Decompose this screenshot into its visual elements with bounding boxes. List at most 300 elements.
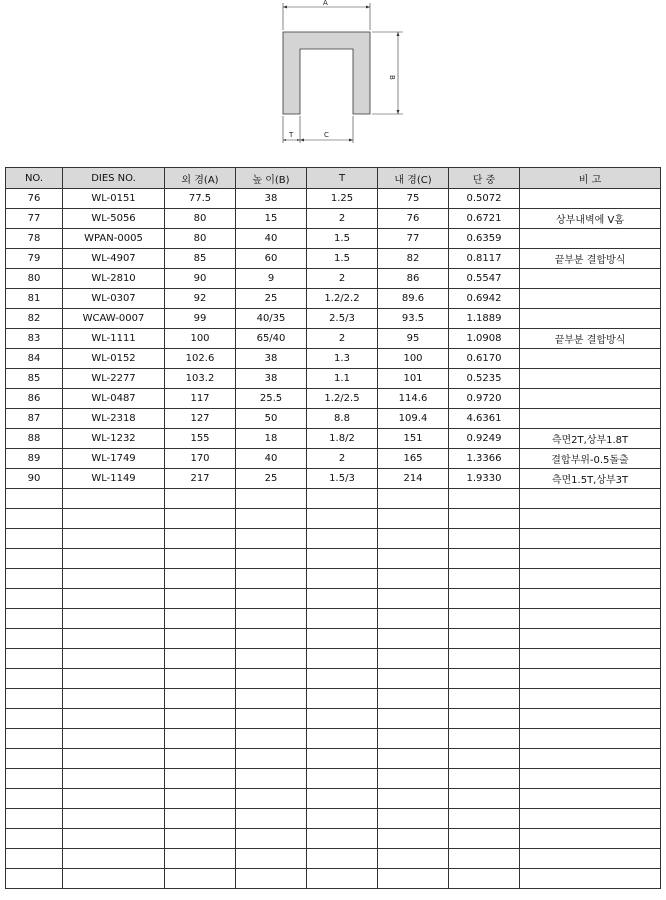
cell-dies-no: WL-4907 — [63, 249, 165, 269]
cell-thickness: 2 — [307, 329, 378, 349]
empty-cell — [63, 589, 165, 609]
empty-cell — [6, 849, 63, 869]
empty-cell — [165, 709, 236, 729]
empty-cell — [165, 649, 236, 669]
empty-cell — [165, 569, 236, 589]
empty-cell — [165, 509, 236, 529]
table-row — [6, 409, 661, 429]
empty-cell — [378, 629, 449, 649]
cell-unit-weight: 1.0908 — [449, 329, 520, 349]
cell-inner-diameter: 151 — [378, 429, 449, 449]
header-outer-diameter: 외 경(A) — [165, 168, 236, 189]
cell-outer-diameter: 77.5 — [165, 189, 236, 209]
cell-remarks — [520, 349, 661, 369]
empty-cell — [449, 729, 520, 749]
cell-unit-weight: 0.9249 — [449, 429, 520, 449]
empty-cell — [165, 529, 236, 549]
header-unit-weight: 단 중 — [449, 168, 520, 189]
cell-remarks — [520, 229, 661, 249]
empty-cell — [165, 609, 236, 629]
empty-cell — [378, 849, 449, 869]
cell-remarks — [520, 269, 661, 289]
cell-unit-weight: 0.8117 — [449, 249, 520, 269]
cell-remarks: 끝부분 결합방식 — [520, 329, 661, 349]
cell-inner-diameter: 86 — [378, 269, 449, 289]
empty-cell — [63, 609, 165, 629]
table-row — [6, 449, 661, 469]
cell-no: 86 — [6, 389, 63, 409]
cell-dies-no: WL-0307 — [63, 289, 165, 309]
cell-remarks: 끝부분 결합방식 — [520, 249, 661, 269]
empty-table-row — [6, 629, 661, 649]
cell-height: 40 — [236, 449, 307, 469]
empty-cell — [165, 749, 236, 769]
cell-remarks: 측면2T,상부1.8T — [520, 429, 661, 449]
empty-cell — [6, 569, 63, 589]
empty-cell — [63, 529, 165, 549]
table-header-row — [6, 168, 661, 189]
empty-cell — [236, 649, 307, 669]
cell-inner-diameter: 100 — [378, 349, 449, 369]
table-row — [6, 189, 661, 209]
empty-cell — [63, 809, 165, 829]
cell-height: 18 — [236, 429, 307, 449]
empty-table-row — [6, 509, 661, 529]
cell-height: 9 — [236, 269, 307, 289]
empty-cell — [6, 629, 63, 649]
dimension-a-label: A — [323, 0, 328, 7]
empty-cell — [6, 529, 63, 549]
empty-cell — [63, 689, 165, 709]
cell-thickness: 1.3 — [307, 349, 378, 369]
empty-cell — [236, 689, 307, 709]
empty-cell — [520, 749, 661, 769]
empty-cell — [378, 589, 449, 609]
cell-remarks — [520, 289, 661, 309]
cell-thickness: 2 — [307, 449, 378, 469]
cell-outer-diameter: 90 — [165, 269, 236, 289]
empty-cell — [165, 869, 236, 889]
empty-cell — [520, 689, 661, 709]
empty-cell — [378, 649, 449, 669]
cell-no: 77 — [6, 209, 63, 229]
cell-unit-weight: 4.6361 — [449, 409, 520, 429]
empty-cell — [449, 709, 520, 729]
cell-inner-diameter: 93.5 — [378, 309, 449, 329]
cell-dies-no: WL-2277 — [63, 369, 165, 389]
empty-cell — [520, 789, 661, 809]
empty-table-row — [6, 609, 661, 629]
empty-cell — [449, 669, 520, 689]
cell-remarks: 상부내벽에 V홈 — [520, 209, 661, 229]
empty-cell — [165, 729, 236, 749]
empty-cell — [520, 569, 661, 589]
cell-outer-diameter: 92 — [165, 289, 236, 309]
table-row — [6, 329, 661, 349]
table-row — [6, 369, 661, 389]
empty-cell — [63, 629, 165, 649]
empty-table-row — [6, 649, 661, 669]
cell-dies-no: WL-2810 — [63, 269, 165, 289]
cell-outer-diameter: 80 — [165, 229, 236, 249]
empty-cell — [236, 789, 307, 809]
empty-cell — [165, 489, 236, 509]
empty-cell — [520, 829, 661, 849]
empty-cell — [378, 869, 449, 889]
empty-cell — [378, 609, 449, 629]
cell-thickness: 8.8 — [307, 409, 378, 429]
cell-remarks — [520, 189, 661, 209]
dimension-a — [283, 3, 370, 30]
cell-height: 25.5 — [236, 389, 307, 409]
empty-cell — [6, 809, 63, 829]
empty-cell — [378, 509, 449, 529]
cell-outer-diameter: 102.6 — [165, 349, 236, 369]
empty-cell — [165, 589, 236, 609]
empty-cell — [6, 829, 63, 849]
empty-cell — [236, 569, 307, 589]
cell-height: 25 — [236, 289, 307, 309]
cell-inner-diameter: 75 — [378, 189, 449, 209]
empty-cell — [449, 789, 520, 809]
empty-cell — [236, 549, 307, 569]
empty-cell — [520, 869, 661, 889]
cell-remarks: 측면1.5T,상부3T — [520, 469, 661, 489]
cell-unit-weight: 1.1889 — [449, 309, 520, 329]
empty-cell — [165, 789, 236, 809]
empty-cell — [378, 809, 449, 829]
cell-unit-weight: 0.5072 — [449, 189, 520, 209]
empty-cell — [449, 769, 520, 789]
cell-no: 90 — [6, 469, 63, 489]
header-dies-no: DIES NO. — [63, 168, 165, 189]
cell-dies-no: WL-1232 — [63, 429, 165, 449]
empty-cell — [6, 869, 63, 889]
empty-cell — [307, 649, 378, 669]
empty-cell — [63, 849, 165, 869]
empty-cell — [449, 809, 520, 829]
empty-cell — [63, 749, 165, 769]
cell-thickness: 1.8/2 — [307, 429, 378, 449]
empty-cell — [63, 549, 165, 569]
cell-thickness: 1.2/2.2 — [307, 289, 378, 309]
empty-table-row — [6, 769, 661, 789]
empty-cell — [165, 849, 236, 869]
empty-cell — [307, 589, 378, 609]
empty-cell — [63, 769, 165, 789]
empty-cell — [449, 829, 520, 849]
cell-dies-no: WL-1111 — [63, 329, 165, 349]
cell-dies-no: WL-0151 — [63, 189, 165, 209]
empty-cell — [378, 529, 449, 549]
cell-inner-diameter: 82 — [378, 249, 449, 269]
empty-cell — [236, 769, 307, 789]
cell-unit-weight: 0.6170 — [449, 349, 520, 369]
header-no: NO. — [6, 168, 63, 189]
cell-inner-diameter: 109.4 — [378, 409, 449, 429]
empty-cell — [378, 549, 449, 569]
cell-dies-no: WL-0487 — [63, 389, 165, 409]
empty-cell — [6, 589, 63, 609]
table-row — [6, 289, 661, 309]
empty-cell — [236, 869, 307, 889]
empty-cell — [307, 809, 378, 829]
empty-cell — [63, 729, 165, 749]
cell-outer-diameter: 117 — [165, 389, 236, 409]
cell-thickness: 2.5/3 — [307, 309, 378, 329]
empty-cell — [378, 689, 449, 709]
cell-inner-diameter: 214 — [378, 469, 449, 489]
cell-unit-weight: 1.3366 — [449, 449, 520, 469]
dimension-c-label: C — [324, 131, 329, 139]
empty-cell — [520, 669, 661, 689]
empty-cell — [520, 709, 661, 729]
empty-cell — [378, 769, 449, 789]
cell-unit-weight: 0.6721 — [449, 209, 520, 229]
empty-cell — [307, 869, 378, 889]
table-row — [6, 229, 661, 249]
cell-remarks — [520, 369, 661, 389]
cell-remarks — [520, 389, 661, 409]
empty-table-row — [6, 729, 661, 749]
empty-cell — [236, 609, 307, 629]
cell-thickness: 1.25 — [307, 189, 378, 209]
table-row — [6, 309, 661, 329]
empty-cell — [236, 589, 307, 609]
dimension-b-label: B — [388, 75, 396, 80]
cell-dies-no: WL-1149 — [63, 469, 165, 489]
empty-cell — [6, 769, 63, 789]
empty-cell — [520, 549, 661, 569]
cell-unit-weight: 0.6359 — [449, 229, 520, 249]
empty-cell — [6, 729, 63, 749]
cell-height: 40/35 — [236, 309, 307, 329]
empty-cell — [520, 809, 661, 829]
empty-cell — [307, 629, 378, 649]
empty-cell — [449, 869, 520, 889]
cell-inner-diameter: 101 — [378, 369, 449, 389]
empty-cell — [307, 489, 378, 509]
table-body — [6, 189, 661, 889]
cell-remarks — [520, 409, 661, 429]
empty-cell — [165, 809, 236, 829]
cell-inner-diameter: 89.6 — [378, 289, 449, 309]
empty-cell — [449, 529, 520, 549]
cell-outer-diameter: 80 — [165, 209, 236, 229]
empty-cell — [449, 609, 520, 629]
cell-no: 78 — [6, 229, 63, 249]
header-thickness: T — [307, 168, 378, 189]
empty-table-row — [6, 569, 661, 589]
empty-table-row — [6, 689, 661, 709]
empty-table-row — [6, 829, 661, 849]
header-inner-diameter: 내 경(C) — [378, 168, 449, 189]
cell-no: 89 — [6, 449, 63, 469]
header-remarks: 비 고 — [520, 168, 661, 189]
empty-cell — [63, 869, 165, 889]
cell-dies-no: WL-2318 — [63, 409, 165, 429]
cell-thickness: 1.5/3 — [307, 469, 378, 489]
empty-cell — [520, 649, 661, 669]
empty-cell — [449, 649, 520, 669]
empty-table-row — [6, 529, 661, 549]
empty-cell — [520, 849, 661, 869]
empty-cell — [6, 509, 63, 529]
empty-cell — [307, 609, 378, 629]
empty-cell — [307, 689, 378, 709]
table-row — [6, 469, 661, 489]
cell-inner-diameter: 76 — [378, 209, 449, 229]
empty-cell — [307, 849, 378, 869]
cell-dies-no: WL-0152 — [63, 349, 165, 369]
empty-cell — [520, 589, 661, 609]
cell-unit-weight: 0.9720 — [449, 389, 520, 409]
cell-height: 38 — [236, 189, 307, 209]
empty-cell — [307, 509, 378, 529]
cell-dies-no: WCAW-0007 — [63, 309, 165, 329]
cell-thickness: 1.1 — [307, 369, 378, 389]
empty-cell — [6, 749, 63, 769]
dimension-t-c — [283, 116, 353, 143]
empty-table-row — [6, 549, 661, 569]
empty-cell — [6, 549, 63, 569]
empty-table-row — [6, 789, 661, 809]
cell-outer-diameter: 85 — [165, 249, 236, 269]
specification-table — [5, 167, 661, 889]
cell-no: 85 — [6, 369, 63, 389]
empty-cell — [520, 509, 661, 529]
empty-cell — [236, 669, 307, 689]
empty-cell — [449, 569, 520, 589]
cell-height: 50 — [236, 409, 307, 429]
cell-no: 80 — [6, 269, 63, 289]
empty-cell — [378, 489, 449, 509]
empty-cell — [449, 849, 520, 869]
empty-cell — [63, 569, 165, 589]
empty-cell — [236, 749, 307, 769]
empty-cell — [236, 809, 307, 829]
empty-table-row — [6, 489, 661, 509]
cell-thickness: 2 — [307, 209, 378, 229]
empty-cell — [307, 669, 378, 689]
empty-cell — [307, 789, 378, 809]
cell-outer-diameter: 99 — [165, 309, 236, 329]
empty-cell — [449, 489, 520, 509]
cell-no: 84 — [6, 349, 63, 369]
empty-cell — [307, 829, 378, 849]
empty-cell — [378, 569, 449, 589]
empty-table-row — [6, 869, 661, 889]
empty-cell — [449, 549, 520, 569]
empty-cell — [378, 749, 449, 769]
empty-cell — [165, 689, 236, 709]
dimension-t-label: T — [289, 131, 294, 139]
cell-outer-diameter: 127 — [165, 409, 236, 429]
empty-cell — [378, 669, 449, 689]
empty-cell — [165, 769, 236, 789]
empty-cell — [307, 729, 378, 749]
empty-cell — [165, 549, 236, 569]
empty-cell — [378, 829, 449, 849]
empty-cell — [378, 709, 449, 729]
empty-cell — [236, 509, 307, 529]
empty-table-row — [6, 669, 661, 689]
cell-height: 15 — [236, 209, 307, 229]
cell-outer-diameter: 170 — [165, 449, 236, 469]
empty-cell — [6, 489, 63, 509]
empty-cell — [307, 709, 378, 729]
empty-cell — [378, 729, 449, 749]
empty-cell — [449, 749, 520, 769]
empty-cell — [307, 769, 378, 789]
empty-cell — [63, 829, 165, 849]
empty-cell — [520, 729, 661, 749]
cell-outer-diameter: 155 — [165, 429, 236, 449]
cell-dies-no: WL-5056 — [63, 209, 165, 229]
empty-cell — [520, 629, 661, 649]
empty-table-row — [6, 749, 661, 769]
empty-cell — [520, 529, 661, 549]
cell-dies-no: WL-1749 — [63, 449, 165, 469]
empty-cell — [236, 729, 307, 749]
table-row — [6, 429, 661, 449]
cell-remarks — [520, 309, 661, 329]
dimension-b — [372, 32, 403, 114]
empty-cell — [520, 489, 661, 509]
cell-no: 88 — [6, 429, 63, 449]
table-row — [6, 209, 661, 229]
cell-outer-diameter: 103.2 — [165, 369, 236, 389]
cell-no: 79 — [6, 249, 63, 269]
empty-cell — [63, 509, 165, 529]
cell-height: 38 — [236, 369, 307, 389]
empty-cell — [63, 489, 165, 509]
cell-unit-weight: 0.6942 — [449, 289, 520, 309]
empty-cell — [165, 669, 236, 689]
cell-thickness: 1.5 — [307, 249, 378, 269]
cell-thickness: 2 — [307, 269, 378, 289]
empty-cell — [6, 789, 63, 809]
u-channel-profile-diagram — [270, 0, 410, 160]
empty-table-row — [6, 809, 661, 829]
empty-cell — [236, 489, 307, 509]
cell-thickness: 1.5 — [307, 229, 378, 249]
cell-no: 83 — [6, 329, 63, 349]
cell-unit-weight: 0.5547 — [449, 269, 520, 289]
cell-unit-weight: 0.5235 — [449, 369, 520, 389]
cell-inner-diameter: 95 — [378, 329, 449, 349]
cell-height: 40 — [236, 229, 307, 249]
cell-dies-no: WPAN-0005 — [63, 229, 165, 249]
empty-cell — [165, 629, 236, 649]
cell-outer-diameter: 217 — [165, 469, 236, 489]
table-row — [6, 389, 661, 409]
empty-cell — [6, 689, 63, 709]
empty-cell — [307, 549, 378, 569]
header-height: 높 이(B) — [236, 168, 307, 189]
empty-cell — [63, 649, 165, 669]
empty-cell — [165, 829, 236, 849]
empty-cell — [449, 509, 520, 529]
empty-cell — [307, 569, 378, 589]
empty-cell — [6, 609, 63, 629]
empty-cell — [307, 749, 378, 769]
empty-cell — [449, 629, 520, 649]
empty-cell — [6, 669, 63, 689]
u-channel-shape — [283, 32, 370, 114]
cell-no: 87 — [6, 409, 63, 429]
empty-cell — [236, 709, 307, 729]
